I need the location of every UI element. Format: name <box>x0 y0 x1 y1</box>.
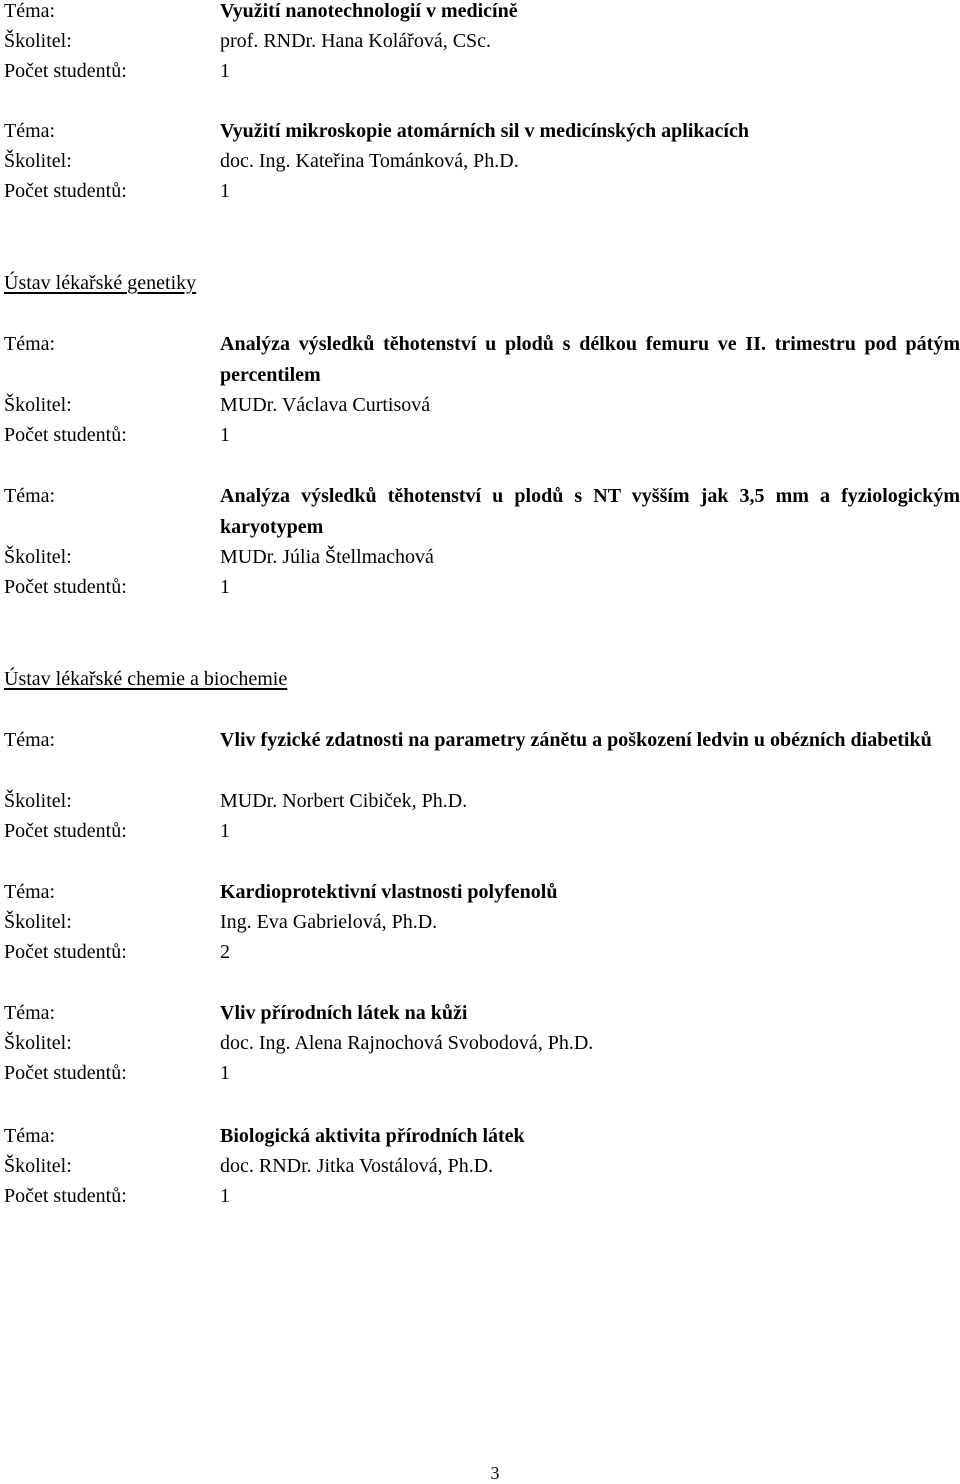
topic-title: Analýza výsledků těhotenství u plodů s NT vyšším jak 3,5 mm a fyziologickým karyotypem <box>220 485 960 538</box>
supervisor-label: Školitel: <box>4 1155 72 1177</box>
topic-title: Kardioprotektivní vlastnosti polyfenolů <box>220 881 558 903</box>
supervisor-row <box>0 1151 960 1181</box>
supervisor-name: MUDr. Norbert Cibiček, Ph.D. <box>220 790 468 812</box>
topic-title: Biologická aktivita přírodních látek <box>220 1125 525 1147</box>
topic-label: Téma: <box>4 485 56 507</box>
topic-row <box>0 877 960 907</box>
topic-row <box>0 481 960 538</box>
students-count: 1 <box>220 820 230 842</box>
supervisor-name: doc. RNDr. Jitka Vostálová, Ph.D. <box>220 1155 494 1177</box>
students-row <box>0 176 960 206</box>
students-count: 1 <box>220 1185 230 1207</box>
students-label: Počet studentů: <box>4 576 127 598</box>
supervisor-name: doc. Ing. Alena Rajnochová Svobodová, Ph.D. <box>220 1032 594 1054</box>
supervisor-name: Ing. Eva Gabrielová, Ph.D. <box>220 911 438 933</box>
supervisor-label: Školitel: <box>4 1032 72 1054</box>
students-count: 1 <box>220 576 230 598</box>
students-row <box>0 816 960 846</box>
supervisor-label: Školitel: <box>4 150 72 172</box>
supervisor-name: prof. RNDr. Hana Kolářová, CSc. <box>220 30 492 52</box>
topic-label: Téma: <box>4 120 56 142</box>
topic-title: Analýza výsledků těhotenství u plodů s délkou femuru ve II. trimestru pod pátým percentilem <box>220 333 960 386</box>
supervisor-row <box>0 907 960 937</box>
students-row <box>0 937 960 967</box>
topic-title: Vliv fyzické zdatnosti na parametry zánětu a poškození ledvin u obézních diabetiků <box>220 729 932 751</box>
students-row <box>0 1181 960 1211</box>
page-number: 3 <box>490 1463 500 1483</box>
section-heading: Ústav lékařské chemie a biochemie <box>4 668 288 690</box>
topic-label: Téma: <box>4 1125 56 1147</box>
supervisor-label: Školitel: <box>4 394 72 416</box>
topic-label: Téma: <box>4 0 56 22</box>
supervisor-label: Školitel: <box>4 546 72 568</box>
topic-label: Téma: <box>4 1002 56 1024</box>
students-label: Počet studentů: <box>4 424 127 446</box>
supervisor-row <box>0 1028 960 1058</box>
topic-row <box>0 998 960 1028</box>
supervisor-row <box>0 146 960 176</box>
topic-title: Vliv přírodních látek na kůži <box>220 1002 468 1024</box>
topic-label: Téma: <box>4 333 56 355</box>
topic-label: Téma: <box>4 729 56 751</box>
topic-row <box>0 725 960 755</box>
supervisor-label: Školitel: <box>4 790 72 812</box>
students-row <box>0 572 960 602</box>
topic-title: Využití nanotechnologií v medicíně <box>220 0 518 22</box>
students-row <box>0 1058 960 1088</box>
supervisor-name: MUDr. Júlia Štellmachová <box>220 546 434 568</box>
topic-label: Téma: <box>4 881 56 903</box>
students-label: Počet studentů: <box>4 180 127 202</box>
topic-row <box>0 0 960 26</box>
students-count: 2 <box>220 941 230 963</box>
supervisor-row <box>0 26 960 56</box>
supervisor-row <box>0 786 960 816</box>
students-label: Počet studentů: <box>4 941 127 963</box>
students-row <box>0 420 960 450</box>
students-count: 1 <box>220 180 230 202</box>
supervisor-name: MUDr. Václava Curtisová <box>220 394 431 416</box>
topic-row <box>0 116 960 146</box>
topic-title: Využití mikroskopie atomárních sil v medicínských aplikacích <box>220 120 749 142</box>
supervisor-label: Školitel: <box>4 30 72 52</box>
students-count: 1 <box>220 424 230 446</box>
students-label: Počet studentů: <box>4 1185 127 1207</box>
supervisor-row <box>0 390 960 420</box>
topic-row <box>0 329 960 386</box>
students-row <box>0 56 960 86</box>
topic-row <box>0 1121 960 1151</box>
students-count: 1 <box>220 60 230 82</box>
students-label: Počet studentů: <box>4 1062 127 1084</box>
students-count: 1 <box>220 1062 230 1084</box>
students-label: Počet studentů: <box>4 60 127 82</box>
students-label: Počet studentů: <box>4 820 127 842</box>
section-heading: Ústav lékařské genetiky <box>4 272 197 294</box>
supervisor-label: Školitel: <box>4 911 72 933</box>
supervisor-row <box>0 542 960 572</box>
supervisor-name: doc. Ing. Kateřina Tománková, Ph.D. <box>220 150 519 172</box>
